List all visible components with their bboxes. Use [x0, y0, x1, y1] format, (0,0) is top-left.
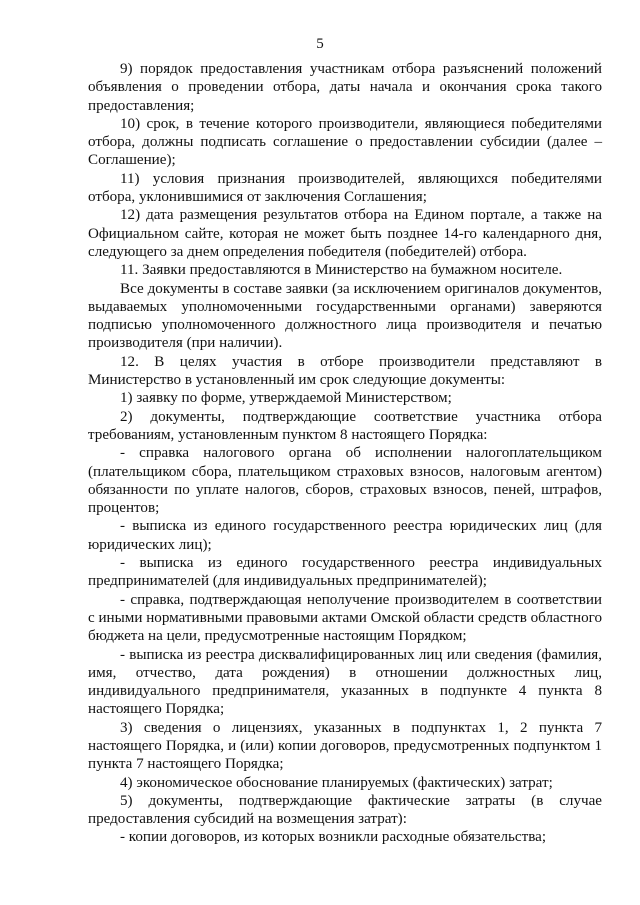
paragraph-doc-2: 2) документы, подтверждающие соответствие участника отбора требованиям, установленным пунктом 8 настоящего Порядка: — [88, 408, 602, 443]
paragraph-item-10: 10) срок, в течение которого производители, являющиеся победителями отбора, должны подписать соглашение о предоставлении субсидии (далее – Соглашение); — [88, 115, 602, 169]
document-body — [88, 60, 602, 847]
paragraph-doc-3: 3) сведения о лицензиях, указанных в подпунктах 1, 2 пункта 7 настоящего Порядка, и (или) копии договоров, предусмотренных подпунктом 1 пункта 7 настоящего Порядка; — [88, 719, 602, 773]
paragraph-entrepreneurs-extract: - выписка из единого государственного реестра индивидуальных предпринимателей (для индивидуальных предпринимателей); — [88, 555, 602, 590]
paragraph-item-11: 11) условия признания производителей, являющихся победителями отбора, уклонившимися от заключения Соглашения; — [88, 170, 602, 206]
paragraph-disqualified-registry: - выписка из реестра дисквалифицированных лиц или сведения (фамилия, имя, отчество, дата рождения) в отношении должностных лиц, индивидуального предпринимателя, указанных в подпункте 4 пункта 8 настоящего Порядка; — [88, 646, 602, 718]
paragraph-clause-11: 11. Заявки предоставляются в Министерство на бумажном носителе. — [120, 262, 563, 279]
paragraph-legal-entities-extract: - выписка из единого государственного реестра юридических лиц (для юридических лиц); — [88, 518, 602, 553]
paragraph-doc-5: 5) документы, подтверждающие фактические затраты (в случае предоставления субсидий на возмещения затрат): — [88, 792, 602, 828]
paragraph-contract-copies: - копии договоров, из которых возникли расходные обязательства; — [120, 829, 547, 846]
paragraph-documents-certification: Все документы в составе заявки (за исключением оригиналов документов, выдаваемых уполномоченными государственными органами) заверяются подписью уполномоченного должностного лица производителя и печатью производителя (при наличии). — [88, 280, 602, 352]
paragraph-clause-12: 12. В целях участия в отборе производители представляют в Министерство в установленный им срок следующие документы: — [88, 353, 602, 389]
page-number: 5 — [316, 36, 324, 52]
paragraph-item-12: 12) дата размещения результатов отбора на Едином портале, а также на Официальном сайте, которая не может быть позднее 14-го календарного дня, следующего за днем определения победителя (победителей) отбора. — [88, 207, 602, 260]
paragraph-tax-certificate: - справка налогового органа об исполнении налогоплательщиком (плательщиком сбора, плательщиком страховых взносов, налоговым агентом) обязанности по уплате налогов, сборов, страховых взносов, пеней, штрафов, процентов; — [88, 445, 602, 517]
paragraph-item-9: 9) порядок предоставления участникам отбора разъяснений положений объявления о проведении отбора, даты начала и окончания срока такого предоставления; — [88, 61, 602, 114]
paragraph-doc-1: 1) заявку по форме, утверждаемой Министерством; — [120, 390, 452, 407]
paragraph-doc-4: 4) экономическое обоснование планируемых (фактических) затрат; — [120, 774, 553, 791]
paragraph-non-receipt-certificate: - справка, подтверждающая неполучение производителем в соответствии с иными нормативными правовыми актами Омской области средств областного бюджета на цели, предусмотренные настоящим Порядком; — [88, 591, 602, 645]
